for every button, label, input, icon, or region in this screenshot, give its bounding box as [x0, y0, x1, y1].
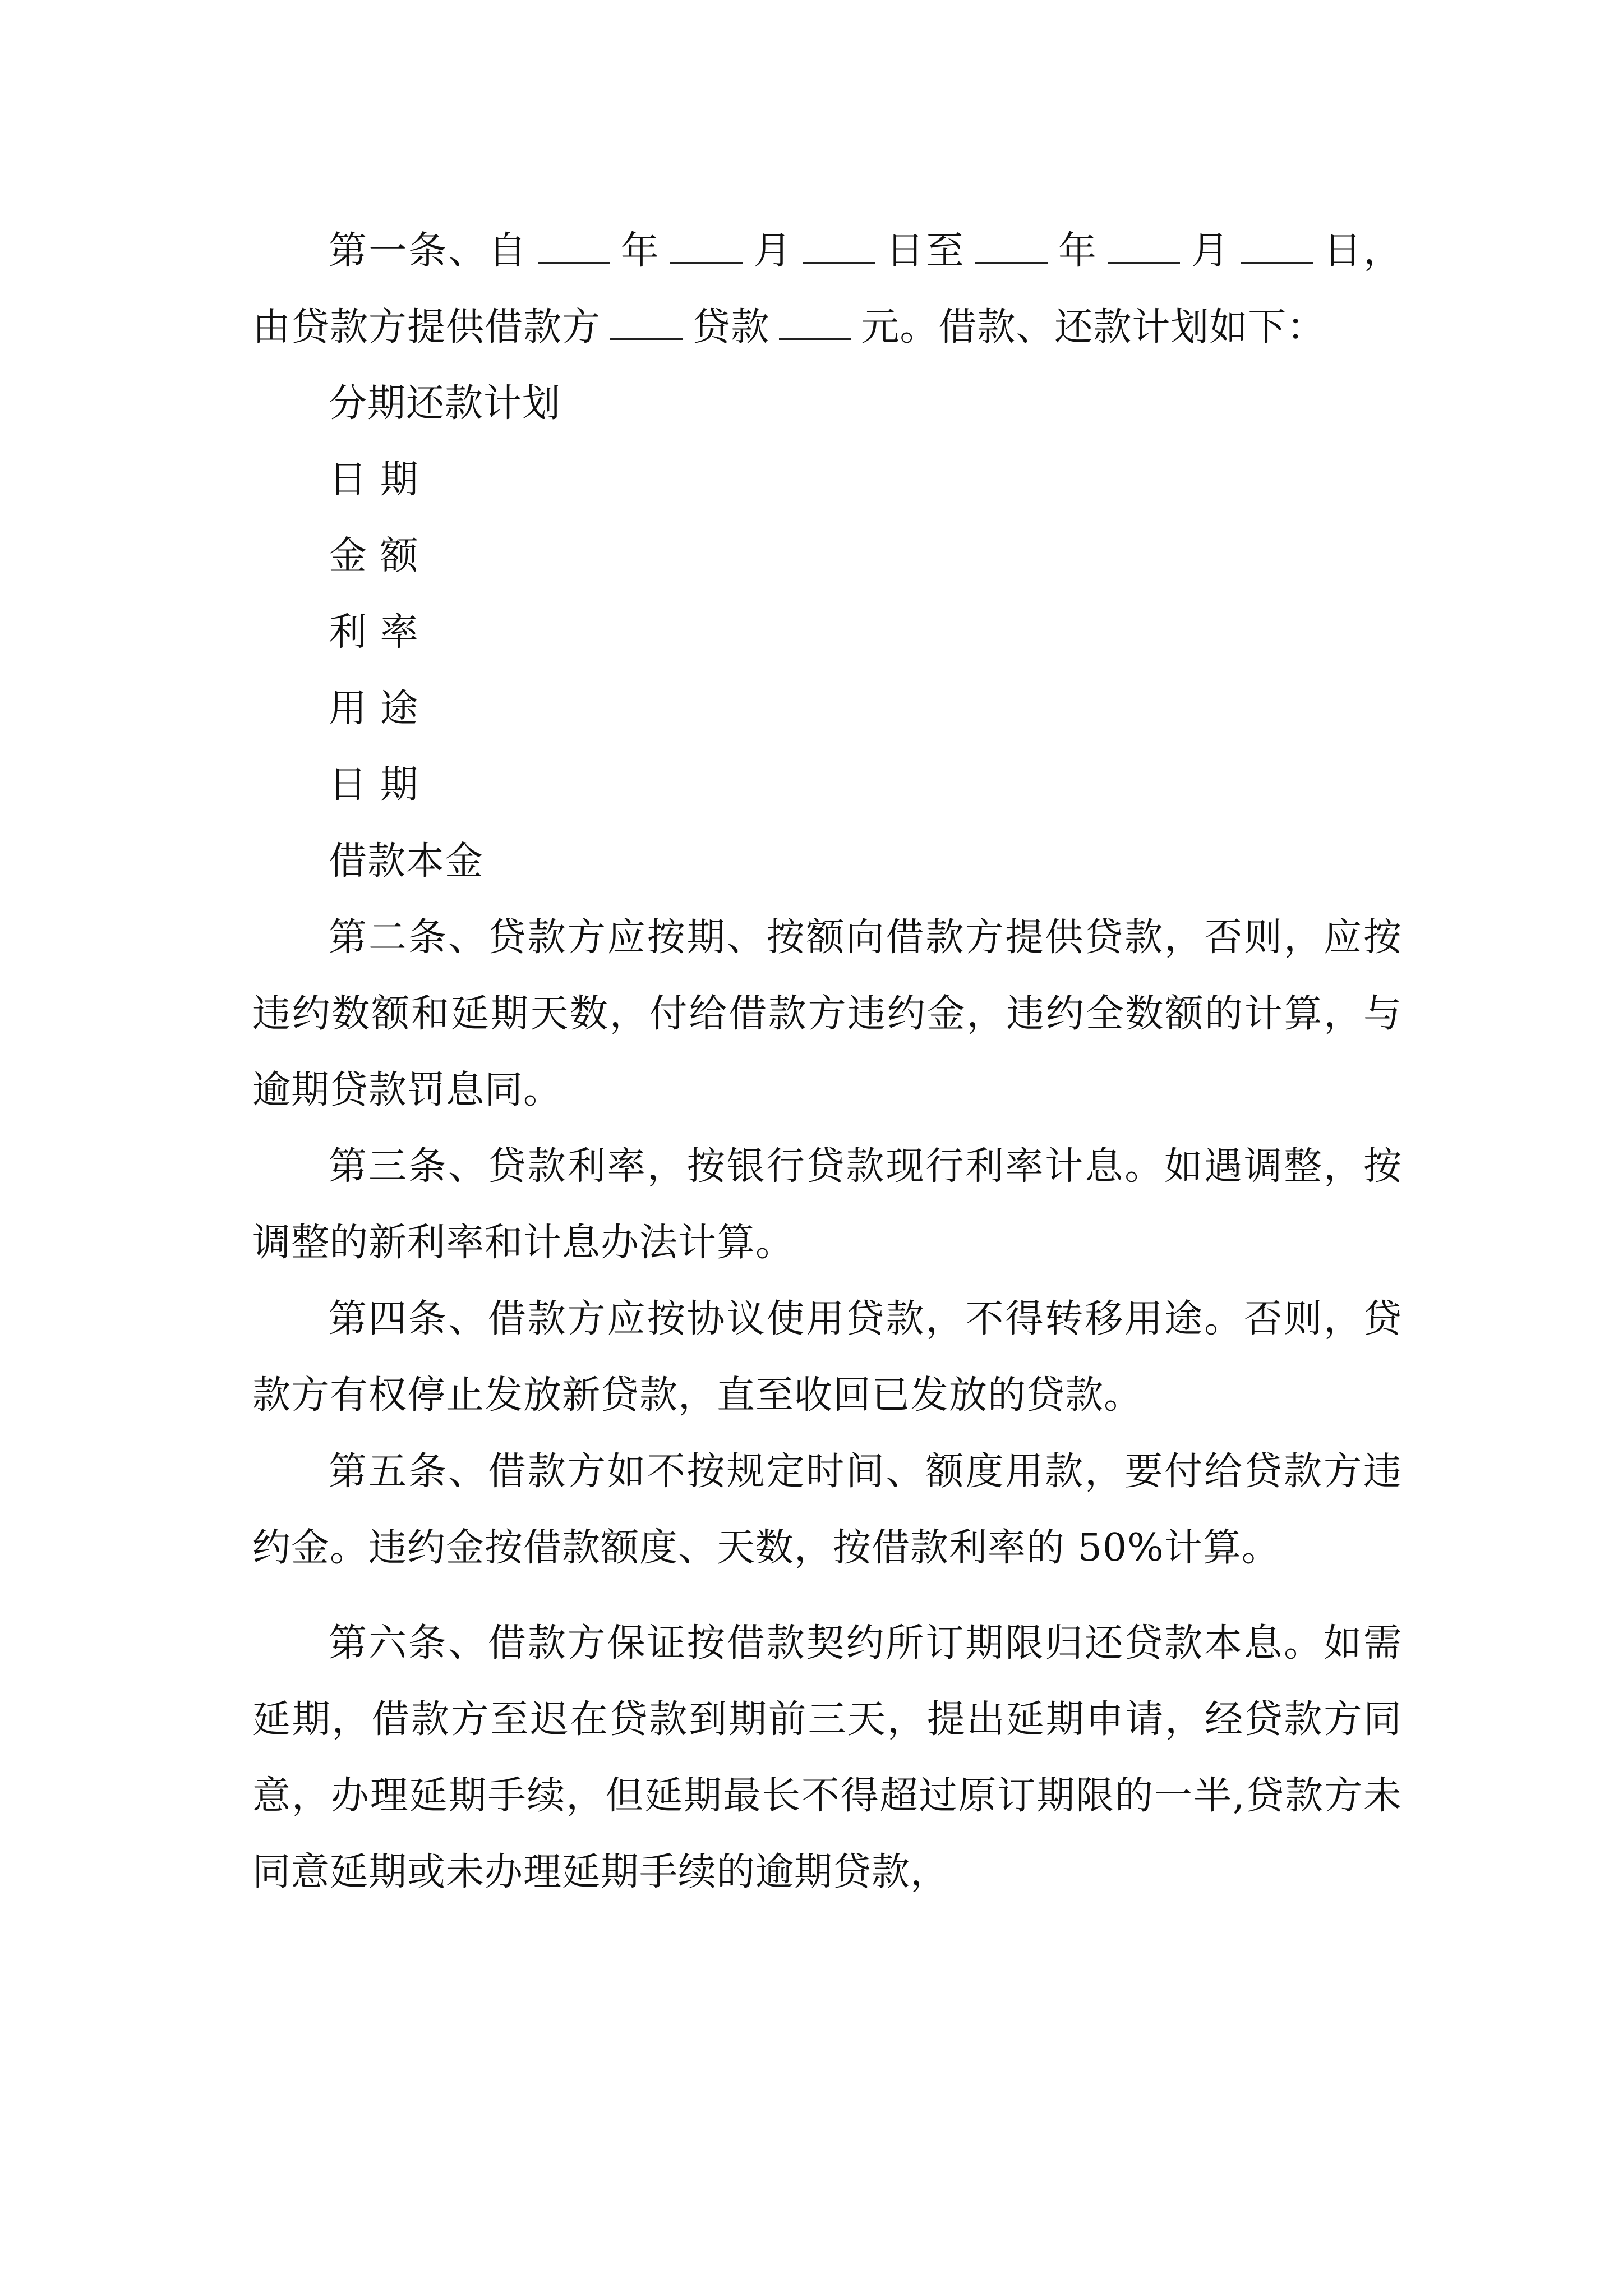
plan-item: 利 率 — [329, 610, 419, 655]
article-3: 第三条、贷款利率，按银行贷款现行利率计息。如遇调整，按调整的新利率和计息办法计算。 — [252, 1144, 1402, 1265]
article-1-text-2: 年 — [619, 229, 661, 273]
blank-field — [779, 304, 851, 340]
blank-field — [975, 228, 1048, 264]
article-1-text-7: 日，由贷款方提供借款方 — [252, 229, 1402, 349]
blank-field — [803, 228, 875, 264]
article-1-text-9: 元。借款、还款计划如下： — [861, 305, 1326, 349]
plan-item: 日 期 — [329, 763, 419, 807]
article-1-text-1: 第一条、自 — [329, 229, 528, 273]
article-1-text-6: 月 — [1189, 229, 1231, 273]
article-1-text-8: 贷款 — [692, 305, 770, 349]
paragraph-gap — [252, 1586, 1402, 1605]
article-2: 第二条、贷款方应按期、按额向借款方提供贷款，否则，应按违约数额和延期天数，付给借款方违约金，违约全数额的计算，与逾期贷款罚息同。 — [252, 915, 1402, 1112]
plan-item: 用 途 — [329, 687, 419, 731]
article-1-text-5: 年 — [1057, 229, 1099, 273]
document-body — [252, 213, 1402, 1911]
article-1 — [252, 213, 1402, 366]
plan-item: 日 期 — [329, 458, 419, 502]
article-6: 第六条、借款方保证按借款契约所订期限归还贷款本息。如需延期，借款方至迟在贷款到期前三天，提出延期申请，经贷款方同意，办理延期手续，但延期最长不得超过原订期限的一半,贷款方未同意延期或未办理延期手续的逾期贷款， — [252, 1621, 1402, 1894]
article-1-text-3: 月 — [752, 229, 794, 273]
blank-field — [610, 304, 683, 340]
article-5: 第五条、借款方如不按规定时间、额度用款，要付给贷款方违约金。违约金按借款额度、天数，按借款利率的 50%计算。 — [252, 1450, 1402, 1570]
article-1-text-4: 日至 — [884, 229, 966, 273]
plan-item: 借款本金 — [329, 839, 484, 884]
blank-field — [1241, 228, 1313, 264]
blank-field — [1108, 228, 1180, 264]
plan-item: 金 额 — [329, 534, 419, 578]
blank-field — [670, 228, 743, 264]
blank-field — [538, 228, 610, 264]
plan-title: 分期还款计划 — [329, 381, 561, 426]
article-4: 第四条、借款方应按协议使用贷款，不得转移用途。否则，贷款方有权停止发放新贷款，直至收回已发放的贷款。 — [252, 1297, 1402, 1418]
